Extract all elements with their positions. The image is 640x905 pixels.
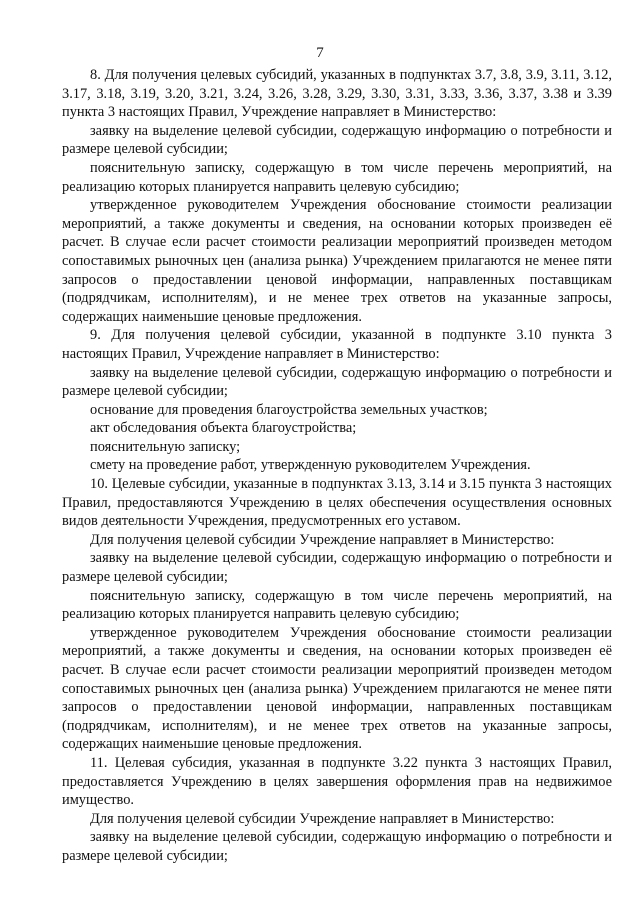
list-item-application: заявку на выделение целевой субсидии, содержащую информацию о потребности и размере целевой субсидии; (62, 550, 612, 586)
list-item-work-estimate: смету на проведение работ, утвержденную руководителем Учреждения. (90, 457, 531, 474)
list-item-landscaping-basis: основание для проведения благоустройства земельных участков; (90, 401, 488, 418)
paragraph-11-intro: 11. Целевая субсидия, указанная в подпункте 3.22 пункта 3 настоящих Правил, предоставляется Учреждению в целях завершения оформления прав на недвижимое имущество. (62, 754, 612, 809)
list-item-application: заявку на выделение целевой субсидии, содержащую информацию о потребности и размере целевой субсидии; (62, 364, 612, 400)
page-number: 7 (316, 45, 324, 61)
document-body (62, 66, 612, 866)
paragraph-10-submission: Для получения целевой субсидии Учреждение направляет в Министерство: (90, 531, 555, 548)
list-item-application: заявку на выделение целевой субсидии, содержащую информацию о потребности и размере целевой субсидии; (62, 122, 612, 158)
list-item-explanatory-note: пояснительную записку, содержащую в том числе перечень мероприятий, на реализацию которых планируется направить целевую субсидию; (62, 587, 612, 623)
list-item-cost-justification: утвержденное руководителем Учреждения обоснование стоимости реализации мероприятий, а также документы и сведения, на основании которых произведен её расчет. В случае если расчет стоимости реализации мероприятий произведен методом сопоставимых рыночных цен (анализа рынка) Учреждением прилагаются не менее пяти запросов о предоставлении ценовой информации, направленных поставщикам (подрядчикам, исполнителям), и не менее трех ответов на указанные запросы, содержащих наименьшие ценовые предложения. (62, 197, 612, 325)
list-item-inspection-act: акт обследования объекта благоустройства; (90, 420, 357, 437)
list-item-explanatory-note: пояснительную записку, содержащую в том числе перечень мероприятий, на реализацию которых планируется направить целевую субсидию; (62, 159, 612, 195)
list-item-cost-justification: утвержденное руководителем Учреждения обоснование стоимости реализации мероприятий, а также документы и сведения, на основании которых произведен её расчет. В случае если расчет стоимости реализации мероприятий произведен методом сопоставимых рыночных цен (анализа рынка) Учреждением прилагаются не менее пяти запросов о предоставлении ценовой информации, направленных поставщикам (подрядчикам, исполнителям), и не менее трех ответов на указанные запросы, содержащих наименьшие ценовые предложения. (62, 624, 612, 753)
paragraph-10-intro: 10. Целевые субсидии, указанные в подпунктах 3.13, 3.14 и 3.15 пункта 3 настоящих Правил, предоставляются Учреждению в целях обеспечения осуществления основных видов деятельности Учреждения, предусмотренных его уставом. (62, 476, 612, 530)
paragraph-9-intro: 9. Для получения целевой субсидии, указанной в подпункте 3.10 пункта 3 настоящих Правил, Учреждение направляет в Министерство: (62, 327, 612, 362)
paragraph-8-intro: 8. Для получения целевых субсидий, указанных в подпунктах 3.7, 3.8, 3.9, 3.11, 3.12, 3.17, 3.18, 3.19, 3.20, 3.21, 3.24, 3.26, 3.28, 3.29, 3.30, 3.31, 3.33, 3.36, 3.37, 3.38 и 3.39 пункта 3 настоящих Правил, Учреждение направляет в Министерство: (62, 67, 612, 121)
list-item-application: заявку на выделение целевой субсидии, содержащую информацию о потребности и размере целевой субсидии; (62, 829, 612, 864)
list-item-explanatory-note: пояснительную записку; (90, 438, 241, 455)
paragraph-11-submission: Для получения целевой субсидии Учреждение направляет в Министерство: (90, 810, 555, 827)
